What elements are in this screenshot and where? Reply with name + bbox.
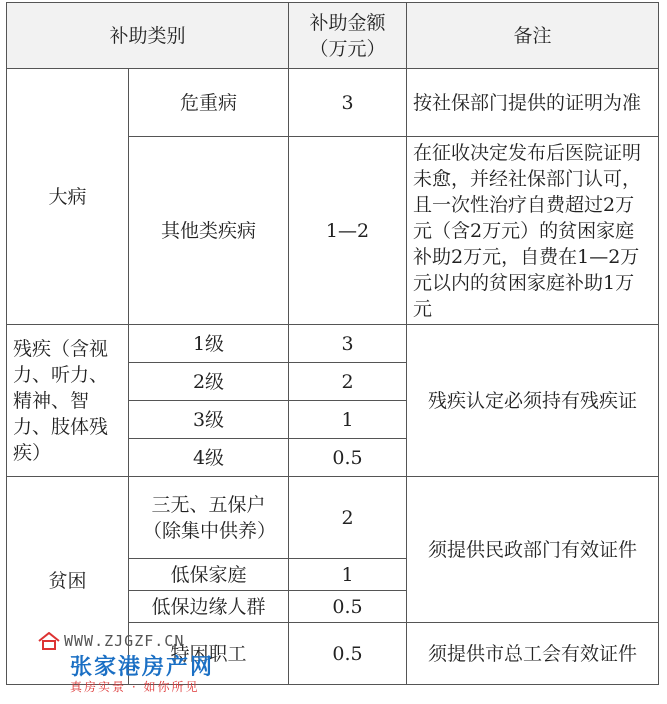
item-cell: 其他类疾病 (129, 137, 289, 325)
table-row (7, 477, 659, 559)
group-poverty: 贫困 (7, 477, 129, 685)
amount-cell: 0.5 (289, 591, 407, 623)
table-row (7, 325, 659, 363)
item-cell: 低保边缘人群 (129, 591, 289, 623)
table-row (7, 69, 659, 137)
item-cell: 三无、五保户（除集中供养） (129, 477, 289, 559)
watermark-url: WWW.ZJGZF.CN (64, 632, 185, 650)
group-disability: 残疾（含视力、听力、精神、智力、肢体残疾） (7, 325, 129, 477)
item-cell: 特困职工 (129, 623, 289, 685)
amount-cell: 1—2 (289, 137, 407, 325)
header-category: 补助类别 (7, 3, 289, 69)
group-major-illness: 大病 (7, 69, 129, 325)
amount-cell: 2 (289, 477, 407, 559)
note-cell: 按社保部门提供的证明为准 (407, 69, 659, 137)
amount-cell: 2 (289, 363, 407, 401)
amount-cell: 0.5 (289, 623, 407, 685)
note-civil-affairs: 须提供民政部门有效证件 (407, 477, 659, 623)
amount-cell: 0.5 (289, 439, 407, 477)
item-cell: 1级 (129, 325, 289, 363)
amount-cell: 1 (289, 559, 407, 591)
header-amount-line1: 补助金额 (309, 11, 386, 34)
item-cell: 3级 (129, 401, 289, 439)
item-cell: 4级 (129, 439, 289, 477)
amount-cell: 1 (289, 401, 407, 439)
item-cell: 低保家庭 (129, 559, 289, 591)
note-cell: 在征收决定发布后医院证明未愈，并经社保部门认可，且一次性治疗自费超过2万元（含2万元）的贫困家庭补助2万元，自费在1—2万元以内的贫困家庭补助1万元 (407, 137, 659, 325)
watermark-name: 张家港房产网 (70, 655, 215, 680)
watermark-slogan: 真房实景 · 如你所见 (70, 680, 200, 694)
house-logo-icon (38, 632, 60, 650)
note-trade-union: 须提供市总工会有效证件 (407, 623, 659, 685)
subsidy-table (6, 2, 659, 685)
item-cell: 2级 (129, 363, 289, 401)
header-amount (289, 3, 407, 69)
amount-cell: 3 (289, 69, 407, 137)
table-header-row (7, 3, 659, 69)
header-amount-line2: （万元） (309, 37, 386, 60)
item-cell: 危重病 (129, 69, 289, 137)
amount-cell: 3 (289, 325, 407, 363)
note-disability: 残疾认定必须持有残疾证 (407, 325, 659, 477)
watermark (64, 632, 324, 702)
header-note: 备注 (407, 3, 659, 69)
